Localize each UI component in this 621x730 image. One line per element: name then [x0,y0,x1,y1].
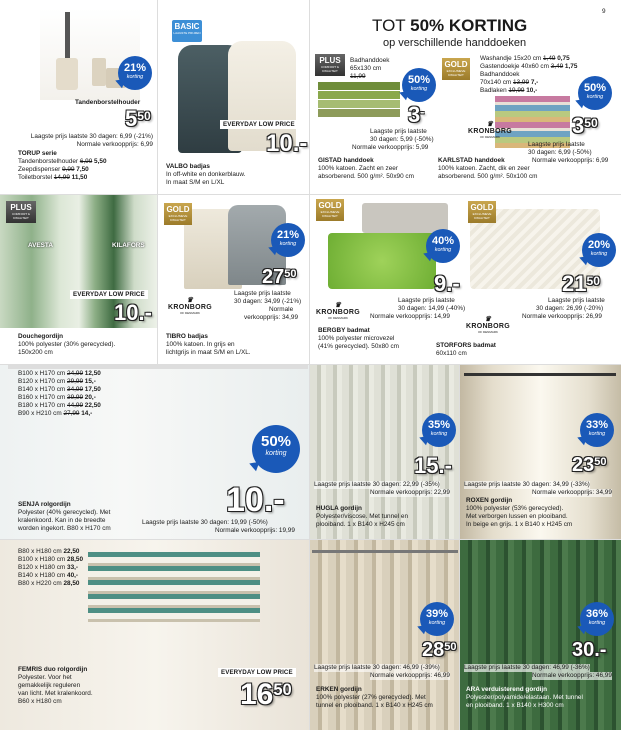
senja-blind-rail [8,365,308,369]
douche-price: 10.- [114,300,152,325]
senja-size-5: B90 x H210 cm 27,99 14,- [18,410,93,417]
femris-size-0: B80 x H180 cm 22,50 [18,548,80,555]
karlstad-line-3: Badhanddoek [480,71,520,78]
roxen-rod [464,373,616,376]
hugla-ref-1: Laagste prijs laatste 30 dagen: 22,99 (-35%) [314,481,440,488]
roxen-desc-3: In beige en grijs. 1 x B140 x H245 cm [466,521,573,528]
femris-blind-pattern [88,552,260,622]
ara-desc-2: en plooiband. 1 x B140 x H300 cm [466,702,564,709]
bergby-kronborg-logo: ♛ KRONBORG OF DENMARK [316,302,361,320]
gistad-old-price: 11,99 [350,73,366,80]
hugla-desc-1: Polyester/viscose. Met tunnel en [316,513,408,520]
karlstad-kronborg-logo: ♛ KRONBORG OF DENMARK [468,121,513,139]
senja-name: SENJA rolgordijn [18,501,71,508]
ara-discount-badge: 36% korting [580,602,614,636]
senja-size-0: B100 x H170 cm 24,99 12,50 [18,370,101,377]
karlstad-ref-2: 30 dagen: 6,99 (-50%) [528,149,592,156]
gistad-name: GISTAD handdoek [318,157,374,164]
bergby-ref-3: Normale verkoopprijs: 14,99 [370,313,450,320]
storfors-gold-logo: GOLD EXCLUSIEVE KWALITEIT [468,201,496,223]
roxen-price: $23^{50}$ [572,454,607,476]
douche-desc-1: 100% polyester (30% gerecycled). [18,341,116,348]
torup-price: $5^{50}$ [125,106,151,131]
senja-price: 10.- [226,481,285,519]
femris-desc-2: gemakkelijk reguleren [18,682,81,689]
bergby-name: BERGBY badmat [318,327,370,334]
basic-logo: BASIC LAAGSTE PRIJZEN [172,20,202,42]
gistad-desc-1: 100% katoen. Zacht en zeer [318,165,398,172]
torup-normal-price: Normale verkoopprijs: 6,99 [76,141,153,148]
tibro-section [158,195,310,365]
gistad-size-1: Badhanddoek [350,57,390,64]
hugla-name: HUGLA gordijn [316,505,362,512]
karlstad-line-5: Badlaken 19,99 10,- [480,87,538,94]
storfors-kronborg-logo: ♛ KRONBORG OF DENMARK [466,316,511,334]
femris-size-4: B80 x H220 cm 28,50 [18,580,80,587]
roxen-ref-2: Normale verkoopprijs: 34,99 [532,489,612,496]
senja-desc-1: Polyester (40% gerecycled). Met [18,509,111,516]
femris-size-1: B100 x H180 cm 28,50 [18,556,84,563]
gistad-discount-badge: 50% korting [402,68,436,102]
douche-plus-logo: PLUS COMFORT & KWALITEIT [6,201,36,223]
senja-size-1: B120 x H170 cm 29,99 15,- [18,378,96,385]
bergby-ref-1: Laagste prijs laatste [398,297,455,304]
tibro-ref-1: Laagste prijs laatste [234,290,291,297]
storfors-name: STORFORS badmat [436,342,496,349]
femris-section [0,540,310,730]
page-number: 9 [602,8,606,15]
karlstad-line-2: Gastendoekje 40x60 cm 3,49 1,75 [480,63,578,70]
storfors-ref-3: Normale verkoopprijs: 26,99 [522,313,602,320]
ara-ref-1: Laagste prijs laatste 30 dagen: 46,99 (-36%) [464,664,590,671]
hugla-discount-badge: 35% korting [422,413,456,447]
gistad-ref-2: 30 dagen: 5,99 (-50%) [370,136,434,143]
senja-section [0,365,310,540]
femris-desc-3: van licht. Met kralenkoord. [18,690,93,697]
karlstad-line-1: Washandje 15x20 cm 1,49 0,75 [480,55,570,62]
bergby-green-mat-image [328,233,436,289]
senja-desc-3: worden ingekort. B80 x H170 cm [18,525,111,532]
valbo-desc-1: In off-white en donkerblauw. [166,171,246,178]
femris-desc-1: Polyester. Voor het [18,674,72,681]
roxen-discount-badge: 33% korting [580,413,614,447]
gistad-towels-image [318,82,400,122]
femris-size-2: B120 x H180 cm 33,- [18,564,79,571]
erken-rod [312,550,458,553]
karlstad-gold-logo: GOLD EXCLUSIEVE KWALITEIT [442,58,470,80]
douche-edlp-label: EVERYDAY LOW PRICE [70,290,148,299]
tibro-ref-4: verkoopprijs: 34,99 [244,314,298,321]
senja-discount-badge: 50% korting [252,425,300,473]
bergby-desc-1: 100% polyester microvezel [318,335,395,342]
gistad-ref-3: Normale verkoopprijs: 5,99 [352,144,429,151]
bergby-ref-2: 30 dagen: 14,99 (-40%) [398,305,466,312]
ara-name: ARA verduisterend gordijn [466,686,548,693]
storfors-ref-2: 30 dagen: 26,99 (-20%) [536,305,604,312]
senja-desc-2: kralenkoord. Kan in de breedte [18,517,106,524]
torup-holder-label: Tandenborstelhouder [75,99,141,106]
tibro-discount-badge: 21% korting [271,223,305,257]
douche-desc-2: 150x200 cm [18,349,53,356]
femris-name: FEMRIS duo rolgordijn [18,666,88,673]
roxen-section [460,365,621,540]
erken-ref-1: Laagste prijs laatste 30 dagen: 46,99 (-39%) [314,664,440,671]
storfors-ref-1: Laagste prijs laatste [548,297,605,304]
avesta-label: AVESTA [28,242,53,249]
torup-line-3: Toiletborstel 14,99 11,50 [18,174,88,181]
erken-price: $28^{50}$ [422,639,457,661]
storfors-discount-badge: 20% korting [582,233,616,267]
tibro-kronborg-logo: ♛ KRONBORG OF DENMARK [168,297,213,315]
torup-line-1: Tandenborstelhouder 6,99 5,50 [18,158,107,165]
gistad-ref-1: Laagste prijs laatste [370,128,427,135]
gistad-price: 3- [408,102,425,127]
valbo-name: VALBO badjas [166,163,210,170]
erken-desc-2: tunnel en plooiband. 1 x B140 x H245 cm [316,702,433,709]
ara-section [460,540,621,730]
erken-name: ERKEN gordijn [316,686,362,693]
erken-section [310,540,460,730]
karlstad-ref-3: Normale verkoopprijs: 6,99 [532,157,609,164]
hugla-price: 15.- [414,453,452,478]
douchegordijn-section [0,195,158,365]
senja-ref-1: Laagste prijs laatste 30 dagen: 19,99 (-50%) [142,519,268,526]
roxen-name: ROXEN gordijn [466,497,513,504]
gistad-plus-logo: PLUS COMFORT & KWALITEIT [315,54,345,76]
storfors-desc-1: 60x110 cm [436,350,467,357]
bergby-gold-logo: GOLD EXCLUSIEVE KWALITEIT [316,199,344,221]
hugla-desc-2: plooiband. 1 x B140 x H245 cm [316,521,405,528]
erken-discount-badge: 39% korting [420,602,454,636]
femris-size-3: B140 x H180 cm 40,- [18,572,79,579]
torup-ref-price: Laagste prijs laatste 30 dagen: 6,99 (-21%) [30,133,153,140]
gistad-desc-2: absorberend. 500 g/m². 50x90 cm [318,173,414,180]
hugla-section [310,365,460,540]
roxen-ref-1: Laagste prijs laatste 30 dagen: 34,99 (-33%) [464,481,590,488]
ara-price: 30.- [572,639,607,661]
tibro-price: $27^{50}$ [262,266,297,288]
header-subtitle: op verschillende handdoeken [383,37,527,49]
tibro-gold-logo: GOLD EXCLUSIEVE KWALITEIT [164,203,192,225]
femris-price: $16^{50}$ [240,678,292,711]
bergby-price: 9.- [434,271,460,296]
torup-discount-badge: 21% korting [118,56,152,90]
valbo-price: 10.- [266,130,308,157]
tibro-name: TIBRO badjas [166,333,208,340]
karlstad-ref-1: Laagste prijs laatste [528,141,585,148]
karlstad-desc-2: absorberend. 500 g/m². 50x100 cm [438,173,538,180]
bergby-discount-badge: 40% korting [426,229,460,263]
roxen-desc-1: 100% polyester (53% gerecycled). [466,505,564,512]
torup-section [0,0,158,195]
gistad-size-2: 65x130 cm [350,65,382,72]
tibro-ref-3: Normale [269,306,294,313]
senja-size-4: B180 x H170 cm 44,99 22,50 [18,402,101,409]
valbo-section [158,0,310,195]
karlstad-line-4: 70x140 cm 13,99 7,- [480,79,539,86]
roxen-desc-2: Met verborgen lussen en plooiband. [466,513,568,520]
douche-name: Douchegordijn [18,333,64,340]
senja-size-3: B160 x H170 cm 39,99 20,- [18,394,96,401]
tibro-desc-1: 100% katoen. In grijs en [166,341,235,348]
ara-ref-2: Normale verkoopprijs: 46,99 [532,672,612,679]
valbo-edlp-label: EVERYDAY LOW PRICE [220,120,298,129]
karlstad-discount-badge: 50% korting [578,76,612,110]
kilafors-label: KILAFORS [112,242,145,249]
femris-edlp-label: EVERYDAY LOW PRICE [218,668,296,677]
torup-line-2: Zeepdispenser 9,99 7,50 [18,166,89,173]
storfors-price: $21^{50}$ [562,271,600,296]
karlstad-desc-1: 100% katoen. Zacht, dik en zeer [438,165,530,172]
erken-ref-2: Normale verkoopprijs: 46,99 [370,672,450,679]
hugla-ref-2: Normale verkoopprijs: 22,99 [370,489,450,496]
tibro-ref-2: 30 dagen: 34,99 (-21%) [234,298,302,305]
tibro-desc-2: lichtgrijs in maat S/M en L/XL. [166,349,251,356]
header-title: TOT 50% KORTING [372,16,528,35]
femris-desc-4: B60 x H180 cm [18,698,62,705]
erken-desc-1: 100% polyester (27% gerecycled). Met [316,694,426,701]
senja-size-2: B140 x H170 cm 34,99 17,50 [18,386,101,393]
torup-name: TORUP serie [18,150,57,157]
bergby-grey-mat-image [362,203,448,233]
senja-ref-2: Normale verkoopprijs: 19,99 [215,527,295,534]
bergby-desc-2: (41% gerecycled). 50x80 cm [318,343,399,350]
ara-desc-1: Polyester/polyamide/elastaan. Met tunnel [466,694,583,701]
karlstad-name: KARLSTAD handdoek [438,157,505,164]
valbo-desc-2: In maat S/M en L/XL [166,179,225,186]
karlstad-price: $3^{50}$ [572,113,598,138]
badmat-section [310,195,621,365]
towels-section [310,0,621,195]
